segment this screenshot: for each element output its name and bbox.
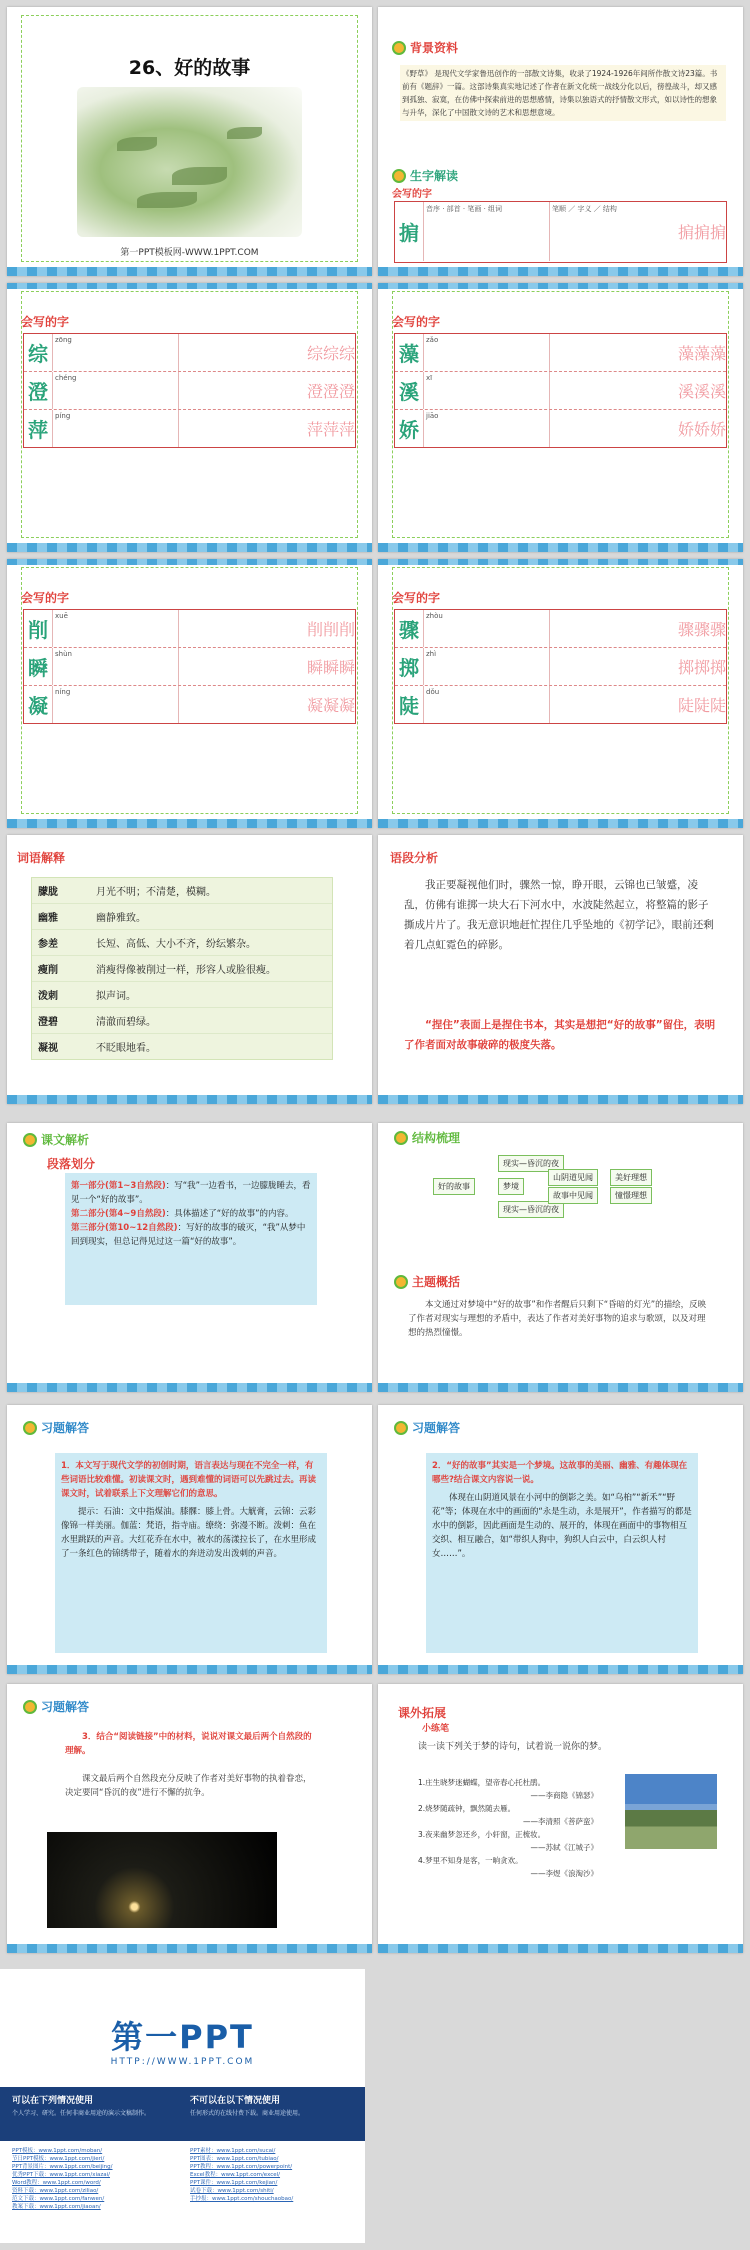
- section-heading: 词语解释: [17, 851, 66, 865]
- char-table: [394, 201, 727, 263]
- mid: 故事中见闻: [548, 1187, 598, 1204]
- link[interactable]: PPT素材：www.1ppt.com/sucai/: [190, 2148, 276, 2154]
- answer-panel: 2．“好的故事”其实是一个梦境。这故事的美丽、幽雅、有趣体现在哪些?结合课文内容说一说。 体现在山阴道风景在小河中的倒影之美。如“乌桕”“新禾”“野花”等；体现在水中的画面的“永是生动，永是展开”，作者描写的都是水中的倒影，因此画面是生动的、展开的，体现在画面中的事物相互交织、相互融合，如“带织人狗中，狗织人白云中，白云织人村女……”。: [426, 1453, 698, 1653]
- tag: 习题解答: [23, 1698, 89, 1715]
- mid: 山阴道见闻: [548, 1169, 598, 1186]
- subheading: 小练笔: [422, 1724, 450, 1734]
- section-heading: 语段分析: [390, 851, 439, 865]
- tag: 结构梳理: [394, 1129, 460, 1146]
- usage-band: 可以在下列情况使用 个人学习、研究。任何非商业用途的演示文稿制作。 不可以在以下情况使用 任何形式的在线付费下载。商业用途使用。: [0, 2087, 365, 2141]
- char-row: 溪 xī 溪溪溪: [395, 372, 726, 410]
- right: 憧憬理想: [610, 1187, 652, 1204]
- cover-caption: 第一PPT模板网-WWW.1PPT.COM: [120, 248, 259, 258]
- lesson-title: 26、好的故事: [128, 57, 251, 79]
- links-right: [190, 2147, 293, 2203]
- char-row: 萍 píng 萍萍萍: [24, 410, 355, 447]
- links-left: [12, 2147, 113, 2211]
- char-row: 澄 chéng 澄澄澄: [24, 372, 355, 410]
- slide-chars-2: [7, 283, 372, 552]
- slide-cover: [7, 7, 372, 276]
- char-row: 瞬 shùn 瞬瞬瞬: [24, 648, 355, 686]
- flower-icon: [392, 41, 406, 55]
- branch: 现实—昏沉的夜: [498, 1155, 564, 1172]
- tag: 主题概括: [394, 1273, 460, 1290]
- link[interactable]: 教案下载：www.1ppt.com/jiaoan/: [12, 2204, 101, 2210]
- link[interactable]: PPT课件：www.1ppt.com/kejian/: [190, 2180, 278, 2186]
- question: 3．结合“阅读链接”中的材料，说说对课文最后两个自然段的理解。: [65, 1732, 312, 1756]
- char-table: [394, 609, 727, 724]
- structure-panel: 第一部分(第1~3自然段)：写“我”一边看书，一边朦胧睡去，看见一个“好的故事”。 第二部分(第4~9自然段)：具体描述了“好的故事”的内容。 第三部分(第10~12自然段)：写好的故事的破灭，“我”从梦中回到现实，但总记得见过这一篇“好的故事”。: [65, 1173, 317, 1305]
- link[interactable]: 试卷下载：www.1ppt.com/shiti/: [190, 2188, 274, 2194]
- branch: 现实—昏沉的夜: [498, 1201, 564, 1218]
- right: 美好理想: [610, 1169, 652, 1186]
- landscape-painting: [77, 87, 302, 237]
- char-row: 陡 dǒu 陡陡陡: [395, 686, 726, 723]
- book-icon: [394, 1131, 408, 1145]
- section-heading: 课外拓展: [398, 1706, 447, 1720]
- link[interactable]: 范文下载：www.1ppt.com/fanwen/: [12, 2196, 105, 2202]
- link[interactable]: 优秀PPT下载：www.1ppt.com/xiazai/: [12, 2172, 111, 2178]
- char: 掮: [399, 221, 419, 245]
- tag: 习题解答: [23, 1419, 89, 1436]
- practice-chars: 掮掮掮: [678, 223, 727, 242]
- ppt-logo: 第一PPT: [111, 2018, 254, 2056]
- pencil-icon: [394, 1421, 408, 1435]
- vocab-table: [31, 877, 333, 1060]
- section-heading: 段落划分: [47, 1157, 96, 1171]
- pencil-icon: [23, 1700, 37, 1714]
- vocab-row: 朦胧 月光不明；不清楚，模糊。: [32, 878, 332, 904]
- slide-extension: [378, 1684, 743, 1953]
- slide-chars-5: [378, 559, 743, 828]
- slide-exercise-2: [378, 1405, 743, 1674]
- slide-analysis: [378, 835, 743, 1104]
- link[interactable]: PPT教程：www.1ppt.com/powerpoint/: [190, 2164, 293, 2170]
- landscape-photo: [625, 1774, 717, 1849]
- slide-credit: [0, 1969, 365, 2243]
- book-icon: [23, 1133, 37, 1147]
- char-row: 凝 níng 凝凝凝: [24, 686, 355, 723]
- vocab-row: 凝视 不眨眼地看。: [38, 1043, 156, 1054]
- char-row: 娇 jiāo 娇娇娇: [395, 410, 726, 447]
- section-heading: 会写的字: [392, 315, 441, 329]
- char-row: 骤 zhòu 骤骤骤: [395, 610, 726, 648]
- pencil-icon: [23, 1421, 37, 1435]
- bg-heading: 背景资料: [392, 39, 458, 56]
- link[interactable]: PPT模板：www.1ppt.com/moban/: [12, 2148, 103, 2154]
- char-row: 掮 音序 · 部首 · 笔画 · 组词 笔顺 ／ 字义 ／ 结构 掮掮掮: [395, 202, 726, 261]
- analysis-text: 我正要凝视他们时，骤然一惊，睁开眼，云锦也已皱蹙，凌乱，仿佛有谁掷一块大石下河水中，水波陡然起立，将整篇的影子撕成片片了。我无意识地赶忙捏住几乎坠地的《初学记》，眼前还剩着几点虹霓色的碎影。: [404, 879, 714, 951]
- vocab-row: 泼刺 拟声词。: [32, 982, 332, 1008]
- tag: 课文解析: [23, 1131, 89, 1148]
- slide-exercise-1: [7, 1405, 372, 1674]
- char-table: [23, 609, 356, 724]
- char-heading: 生字解读: [392, 167, 458, 184]
- answer-panel: 1．本文写于现代文学的初创时期，语言表达与现在不完全一样，有些词语比较难懂。初读课文时，遇到难懂的词语可以先跳过去。再读课文时，试着联系上下文理解它们的意思。 提示：石油：文中指煤油。膝髁：膝上骨。大觥膏，云锦：云彩像锦一样美丽。伽蓝：梵语，指寺庙。缭绕：弥漫不断。泼刺：鱼在水里跳跃的声音。大红花乔在水中，被水的荡漾拉长了，在水里形成了一条红色的锦绣带子，随着水的奔迸动发出泼刺的声音。: [55, 1453, 327, 1653]
- link[interactable]: 手抄报：www.1ppt.com/shouchaobao/: [190, 2196, 294, 2202]
- book-icon: [394, 1275, 408, 1289]
- branch: 梦境: [498, 1178, 524, 1195]
- stripe-band: [378, 267, 743, 276]
- vocab-row: 幽雅 幽静雅致。: [32, 904, 332, 930]
- vocab-row: 澄碧 清澈而碧绿。: [32, 1008, 332, 1034]
- slide-structure: [7, 1123, 372, 1392]
- analysis-note: “捏住”表面上是捏住书本，其实是想把“好的故事”留住，表明了作者面对故事破碎的极度失落。: [404, 1019, 716, 1051]
- slide-chars-4: [7, 559, 372, 828]
- link[interactable]: 资料下载：www.1ppt.com/ziliao/: [12, 2188, 99, 2194]
- outline-center: 好的故事: [433, 1178, 475, 1195]
- char-table: [394, 333, 727, 448]
- slide-vocab: [7, 835, 372, 1104]
- stripe-band: [7, 267, 372, 276]
- link[interactable]: PPT背景图片：www.1ppt.com/beijing/: [12, 2164, 113, 2170]
- char-table: [23, 333, 356, 448]
- link[interactable]: 节日PPT模板：www.1ppt.com/jieri/: [12, 2156, 105, 2162]
- prompt: 读一读下列关于梦的诗句，试着说一说你的梦。: [418, 1742, 608, 1752]
- char-row: 综 zōng 综综综: [24, 334, 355, 372]
- slide-chars-3: [378, 283, 743, 552]
- link[interactable]: Word教程：www.1ppt.com/word/: [12, 2180, 101, 2186]
- vocab-row: 参差 长短、高低、大小不齐，纷纭繁杂。: [32, 930, 332, 956]
- answer: 课文最后两个自然段充分反映了作者对美好事物的执着眷恋，决定要同“昏沉的夜”进行不懈的抗争。: [65, 1774, 312, 1798]
- section-heading: 会写的字: [21, 315, 70, 329]
- link[interactable]: Excel教程：www.1ppt.com/excel/: [190, 2172, 281, 2178]
- vocab-row: 瘦削 消瘦得像被削过一样，形容人或脸很瘦。: [32, 956, 332, 982]
- char-row: 掷 zhì 掷掷掷: [395, 648, 726, 686]
- summary-text: 本文通过对梦境中“好的故事”和作者醒后只剩下“昏暗的灯光”的描绘，反映了作者对现实与理想的矛盾中，表达了作者对美好事物的追求与歌颂，以及对理想的热烈憧憬。: [408, 1300, 707, 1338]
- slide-outline: [378, 1123, 743, 1392]
- section-heading: 会写的字: [21, 591, 70, 605]
- flower-icon: [392, 169, 406, 183]
- poem-list: 1.庄生晓梦迷蝴蝶，望帝春心托杜鹃。 ——李商隐《锦瑟》 2.烧梦随疏钟，飘然随去雁。 ——李清照《菩萨蛮》 3.夜来幽梦忽还乡，小轩窗，正梳妆。 ——苏轼《江城子》 4.梦里不知身是客，一晌贪欢。 ——李煜《浪淘沙》: [418, 1778, 598, 1878]
- slide-intro: [378, 7, 743, 276]
- section-heading: 会写的字: [392, 591, 441, 605]
- char-row: 藻 zǎo 藻藻藻: [395, 334, 726, 372]
- logo-url: HTTP://WWW.1PPT.COM: [110, 2057, 255, 2067]
- slide-exercise-3: [7, 1684, 372, 1953]
- night-lamp-photo: [47, 1832, 277, 1928]
- char-row: 削 xuē 削削削: [24, 610, 355, 648]
- link[interactable]: PPT图表：www.1ppt.com/tubiao/: [190, 2156, 279, 2162]
- tag: 习题解答: [394, 1419, 460, 1436]
- char-subheading: 会写的字: [392, 189, 432, 200]
- bg-text: 《野草》 是现代文学家鲁迅创作的一部散文诗集，收录了1924-1926年间所作散文诗23篇。书前有《题辞》一篇。这部诗集真实地记述了作者在新文化统一战线分化以后，徬徨战斗，却又感到孤独、寂寞，在仿佛中探索前进的思想感情，诗集以独语式的抒情散文形式，如以诗性的想象与升华，深化了中国散文诗的艺术和思想意境。: [400, 65, 726, 121]
